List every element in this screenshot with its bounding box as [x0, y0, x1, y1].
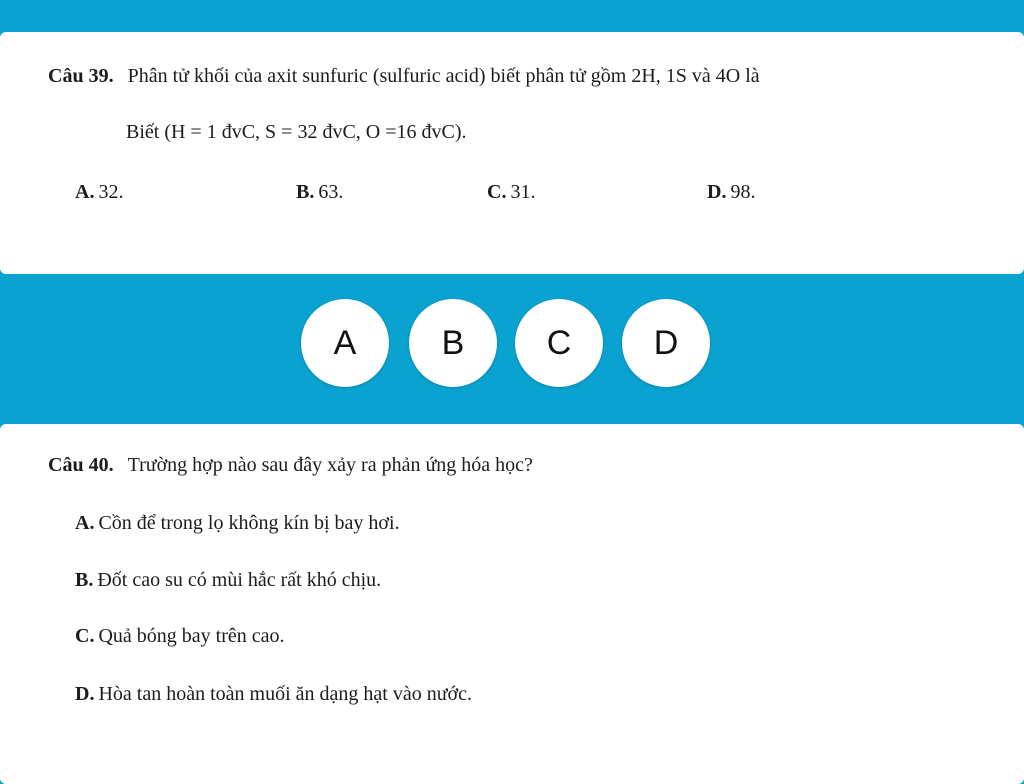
- question-39-text: Phân tử khối của axit sunfuric (sulfuric acid) biết phân tử gồm 2H, 1S và 4O là: [127, 65, 760, 87]
- question-40-option-a: [75, 511, 400, 535]
- question-39-option-b: [296, 180, 343, 204]
- question-39-number: Câu 39.: [48, 65, 114, 87]
- option-text: 98.: [730, 181, 756, 203]
- answer-button-c[interactable]: C: [515, 299, 603, 387]
- option-letter: C.: [75, 625, 95, 647]
- question-39-stem: [48, 64, 760, 88]
- option-text: Hòa tan hoàn toàn muối ăn dạng hạt vào nước.: [98, 683, 472, 705]
- option-letter: B.: [296, 181, 315, 203]
- option-text: Đốt cao su có mùi hắc rất khó chịu.: [97, 569, 382, 591]
- answer-button-d[interactable]: D: [622, 299, 710, 387]
- question-39-option-a: [75, 180, 123, 204]
- option-letter: D.: [707, 181, 727, 203]
- option-text: Quả bóng bay trên cao.: [98, 625, 285, 647]
- question-40-option-c: [75, 624, 285, 648]
- option-text: 32.: [98, 181, 124, 203]
- question-40-stem: [48, 453, 533, 477]
- option-letter: D.: [75, 683, 95, 705]
- option-text: 63.: [318, 181, 344, 203]
- question-40-text: Trường hợp nào sau đây xảy ra phản ứng hóa học?: [127, 454, 533, 476]
- option-letter: A.: [75, 181, 95, 203]
- question-39-option-d: [707, 180, 755, 204]
- question-39-hint: Biết (H = 1 đvC, S = 32 đvC, O =16 đvC).: [126, 121, 467, 143]
- option-letter: C.: [487, 181, 507, 203]
- question-40-card: [0, 424, 1024, 784]
- answer-selector: [0, 276, 1024, 410]
- question-40-option-b: [75, 568, 381, 592]
- question-40-number: Câu 40.: [48, 454, 114, 476]
- question-40-option-d: [75, 682, 472, 706]
- option-letter: A.: [75, 512, 95, 534]
- option-text: 31.: [510, 181, 536, 203]
- question-39-option-c: [487, 180, 535, 204]
- answer-button-b[interactable]: B: [409, 299, 497, 387]
- answer-button-a[interactable]: A: [301, 299, 389, 387]
- question-39-card: [0, 32, 1024, 274]
- option-letter: B.: [75, 569, 94, 591]
- option-text: Cồn để trong lọ không kín bị bay hơi.: [98, 512, 400, 534]
